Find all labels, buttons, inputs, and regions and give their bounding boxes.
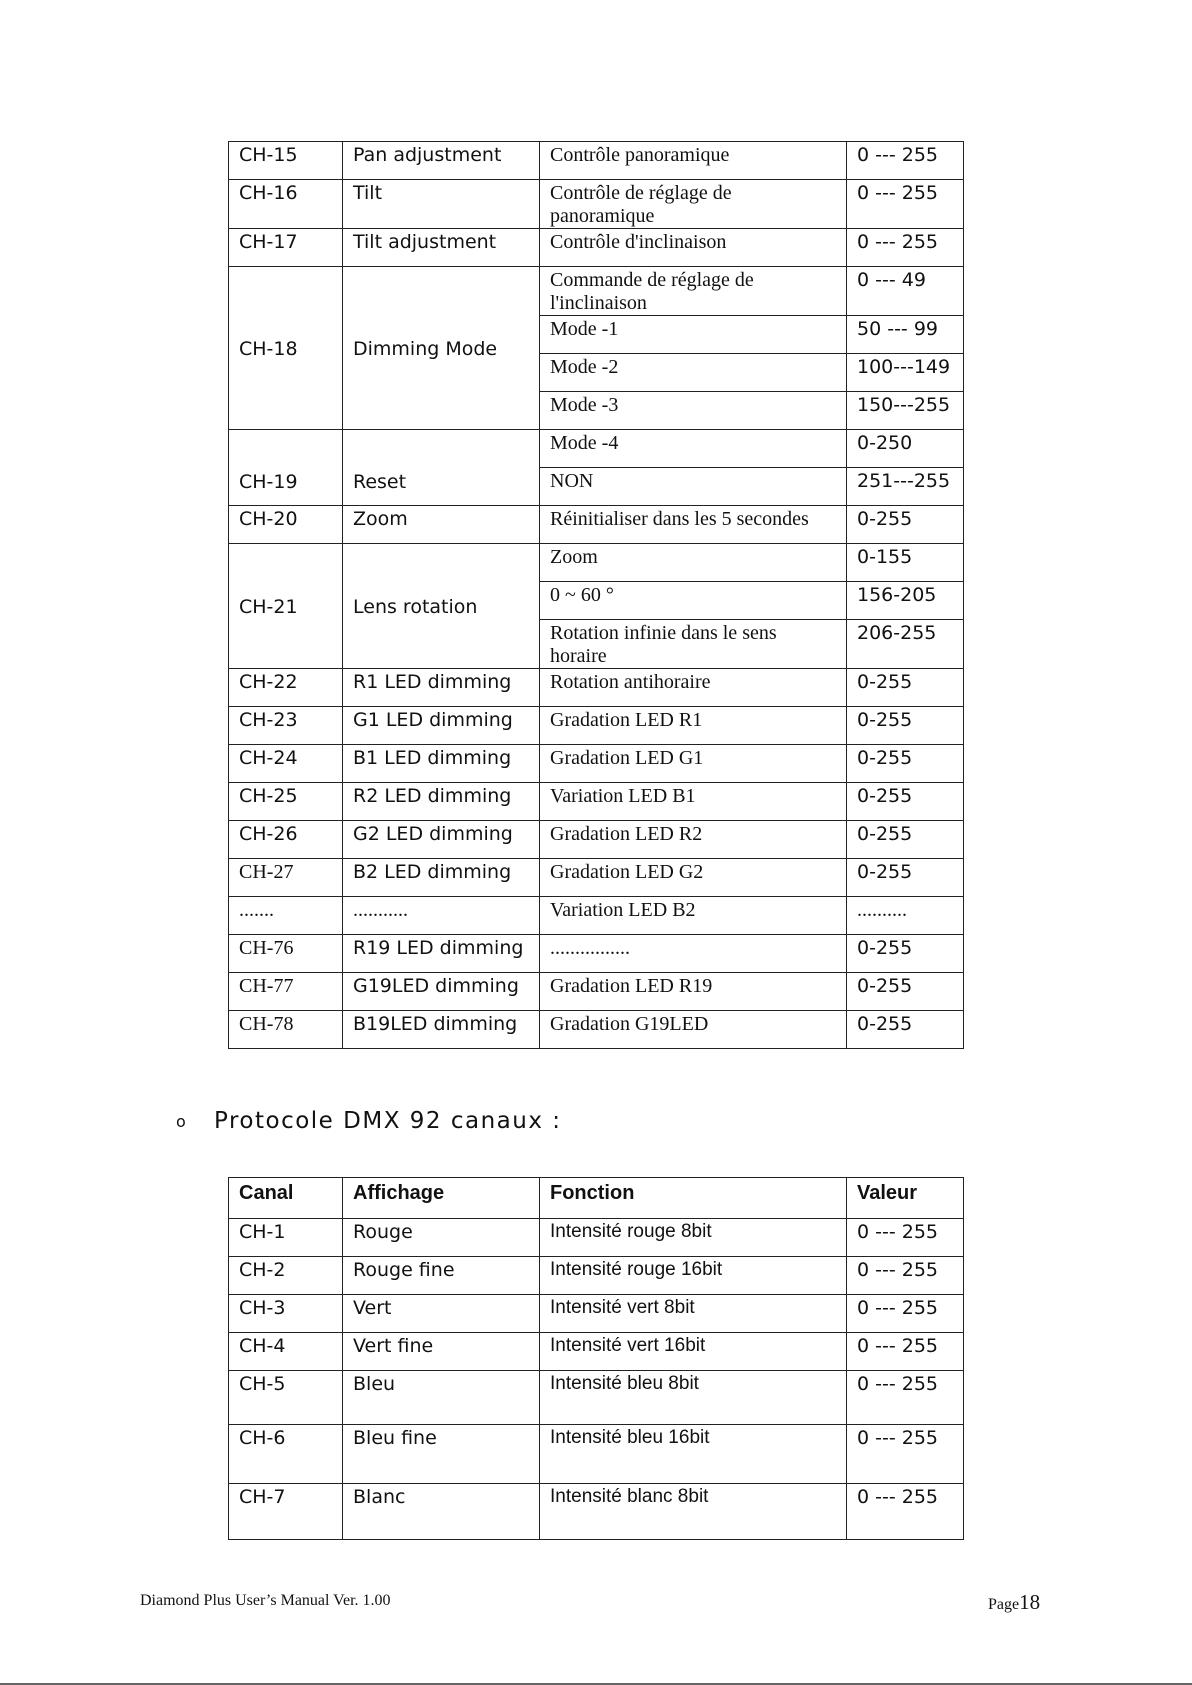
value-cell: 0-255 — [847, 669, 964, 707]
display-cell: R19 LED dimming — [343, 935, 540, 973]
display-cell: B2 LED dimming — [343, 859, 540, 897]
function-cell: Intensité rouge 8bit — [540, 1219, 847, 1257]
footer-manual-title: Diamond Plus User’s Manual Ver. 1.00 — [140, 1592, 391, 1609]
function-cell: Mode -2 — [540, 354, 847, 392]
display-cell: Reset — [343, 430, 540, 506]
channel-cell: CH-22 — [229, 669, 343, 707]
display-cell: G19LED dimming — [343, 973, 540, 1011]
value-cell: 0 --- 255 — [847, 1257, 964, 1295]
display-cell: Lens rotation — [343, 544, 540, 669]
value-cell: 0-255 — [847, 935, 964, 973]
display-cell: ........... — [343, 897, 540, 935]
channel-cell: CH-24 — [229, 745, 343, 783]
dmx-table-continued — [228, 141, 964, 1049]
display-cell: G2 LED dimming — [343, 821, 540, 859]
table-row — [229, 1484, 964, 1540]
channel-cell: CH-16 — [229, 180, 343, 229]
value-cell: 0 --- 255 — [847, 180, 964, 229]
table-row — [229, 180, 964, 229]
function-cell: Gradation LED G1 — [540, 745, 847, 783]
function-cell: Gradation LED R2 — [540, 821, 847, 859]
value-cell: 0 --- 255 — [847, 1484, 964, 1540]
value-cell: 251---255 — [847, 468, 964, 506]
table-row — [229, 745, 964, 783]
table-row — [229, 506, 964, 544]
value-cell: 0 --- 255 — [847, 1295, 964, 1333]
function-cell: Intensité blanc 8bit — [540, 1484, 847, 1540]
value-cell: 0-255 — [847, 707, 964, 745]
table-row — [229, 267, 964, 316]
display-cell: Pan adjustment — [343, 142, 540, 180]
function-cell: Gradation G19LED — [540, 1011, 847, 1049]
display-cell: Blanc — [343, 1484, 540, 1540]
channel-cell: CH-18 — [229, 267, 343, 430]
value-cell: 0-255 — [847, 859, 964, 897]
channel-cell: CH-23 — [229, 707, 343, 745]
display-cell: Vert — [343, 1295, 540, 1333]
page-number: 18 — [1019, 1590, 1041, 1614]
header-affichage: Affichage — [343, 1178, 540, 1219]
table-row — [229, 935, 964, 973]
function-cell: Variation LED B1 — [540, 783, 847, 821]
table-row — [229, 783, 964, 821]
value-cell: 0-255 — [847, 973, 964, 1011]
function-cell: Zoom — [540, 544, 847, 582]
display-cell: R1 LED dimming — [343, 669, 540, 707]
section-heading — [176, 1108, 562, 1134]
channel-cell: ....... — [229, 897, 343, 935]
value-cell: 0 --- 255 — [847, 1333, 964, 1371]
display-cell: Bleu — [343, 1371, 540, 1425]
function-cell: Mode -4 — [540, 430, 847, 468]
value-cell: 0-255 — [847, 783, 964, 821]
bullet-marker: o — [176, 1112, 188, 1131]
function-cell: Intensité vert 8bit — [540, 1295, 847, 1333]
function-cell: Intensité vert 16bit — [540, 1333, 847, 1371]
table-row — [229, 707, 964, 745]
table-row — [229, 1219, 964, 1257]
channel-cell: CH-21 — [229, 544, 343, 669]
display-cell: Rouge — [343, 1219, 540, 1257]
table-row — [229, 973, 964, 1011]
channel-cell: CH-6 — [229, 1425, 343, 1484]
table-row — [229, 229, 964, 267]
table-row — [229, 859, 964, 897]
channel-cell: CH-7 — [229, 1484, 343, 1540]
display-cell: Zoom — [343, 506, 540, 544]
value-cell: 100---149 — [847, 354, 964, 392]
function-cell: Intensité bleu 8bit — [540, 1371, 847, 1425]
channel-cell: CH-27 — [229, 859, 343, 897]
function-cell: Contrôle de réglage de panoramique — [540, 180, 847, 229]
value-cell: 150---255 — [847, 392, 964, 430]
channel-cell: CH-15 — [229, 142, 343, 180]
value-cell: 0-255 — [847, 745, 964, 783]
value-cell: 0 --- 255 — [847, 1425, 964, 1484]
table-row — [229, 1295, 964, 1333]
display-cell: Vert fine — [343, 1333, 540, 1371]
function-cell: Intensité bleu 16bit — [540, 1425, 847, 1484]
function-cell: ................ — [540, 935, 847, 973]
table-header-row — [229, 1178, 964, 1219]
table-row — [229, 1425, 964, 1484]
table-row — [229, 669, 964, 707]
value-cell: 0 --- 255 — [847, 229, 964, 267]
display-cell: Dimming Mode — [343, 267, 540, 430]
display-cell: B1 LED dimming — [343, 745, 540, 783]
value-cell: 0-255 — [847, 506, 964, 544]
value-cell: 206-255 — [847, 620, 964, 669]
function-cell: Mode -3 — [540, 392, 847, 430]
channel-cell: CH-78 — [229, 1011, 343, 1049]
display-cell: B19LED dimming — [343, 1011, 540, 1049]
table-row — [229, 142, 964, 180]
display-cell: Tilt adjustment — [343, 229, 540, 267]
value-cell: 0-155 — [847, 544, 964, 582]
function-cell: Contrôle d'inclinaison — [540, 229, 847, 267]
table-row — [229, 897, 964, 935]
function-cell: Réinitialiser dans les 5 secondes — [540, 506, 847, 544]
footer-page-number — [988, 1590, 1040, 1615]
table-row — [229, 544, 964, 582]
section-title: Protocole DMX 92 canaux : — [214, 1108, 562, 1134]
value-cell: 0-250 — [847, 430, 964, 468]
channel-cell: CH-77 — [229, 973, 343, 1011]
table-row — [229, 1333, 964, 1371]
header-canal: Canal — [229, 1178, 343, 1219]
value-cell: 0 --- 255 — [847, 1219, 964, 1257]
display-cell: Tilt — [343, 180, 540, 229]
channel-cell: CH-1 — [229, 1219, 343, 1257]
table-row — [229, 821, 964, 859]
channel-cell: CH-20 — [229, 506, 343, 544]
channel-cell: CH-2 — [229, 1257, 343, 1295]
display-cell: G1 LED dimming — [343, 707, 540, 745]
table-row — [229, 1371, 964, 1425]
function-cell: Mode -1 — [540, 316, 847, 354]
dmx-92-channel-table — [228, 1177, 964, 1540]
table-row — [229, 1011, 964, 1049]
value-cell: .......... — [847, 897, 964, 935]
function-cell: Commande de réglage de l'inclinaison — [540, 267, 847, 316]
value-cell: 0 --- 255 — [847, 142, 964, 180]
function-cell: Rotation infinie dans le sens horaire — [540, 620, 847, 669]
channel-cell: CH-5 — [229, 1371, 343, 1425]
table-row — [229, 430, 964, 468]
value-cell: 156-205 — [847, 582, 964, 620]
channel-cell: CH-26 — [229, 821, 343, 859]
function-cell: 0 ~ 60 ° — [540, 582, 847, 620]
value-cell: 50 --- 99 — [847, 316, 964, 354]
value-cell: 0-255 — [847, 821, 964, 859]
channel-cell: CH-3 — [229, 1295, 343, 1333]
function-cell: Gradation LED G2 — [540, 859, 847, 897]
function-cell: Intensité rouge 16bit — [540, 1257, 847, 1295]
channel-cell: CH-4 — [229, 1333, 343, 1371]
function-cell: Gradation LED R19 — [540, 973, 847, 1011]
page-label: Page — [988, 1596, 1020, 1613]
channel-cell: CH-76 — [229, 935, 343, 973]
function-cell: Rotation antihoraire — [540, 669, 847, 707]
function-cell: NON — [540, 468, 847, 506]
table-row — [229, 1257, 964, 1295]
header-valeur: Valeur — [847, 1178, 964, 1219]
display-cell: Bleu fine — [343, 1425, 540, 1484]
channel-cell: CH-25 — [229, 783, 343, 821]
header-fonction: Fonction — [540, 1178, 847, 1219]
function-cell: Gradation LED R1 — [540, 707, 847, 745]
value-cell: 0 --- 49 — [847, 267, 964, 316]
function-cell: Contrôle panoramique — [540, 142, 847, 180]
value-cell: 0-255 — [847, 1011, 964, 1049]
value-cell: 0 --- 255 — [847, 1371, 964, 1425]
channel-cell: CH-19 — [229, 430, 343, 506]
display-cell: R2 LED dimming — [343, 783, 540, 821]
channel-cell: CH-17 — [229, 229, 343, 267]
display-cell: Rouge fine — [343, 1257, 540, 1295]
function-cell: Variation LED B2 — [540, 897, 847, 935]
